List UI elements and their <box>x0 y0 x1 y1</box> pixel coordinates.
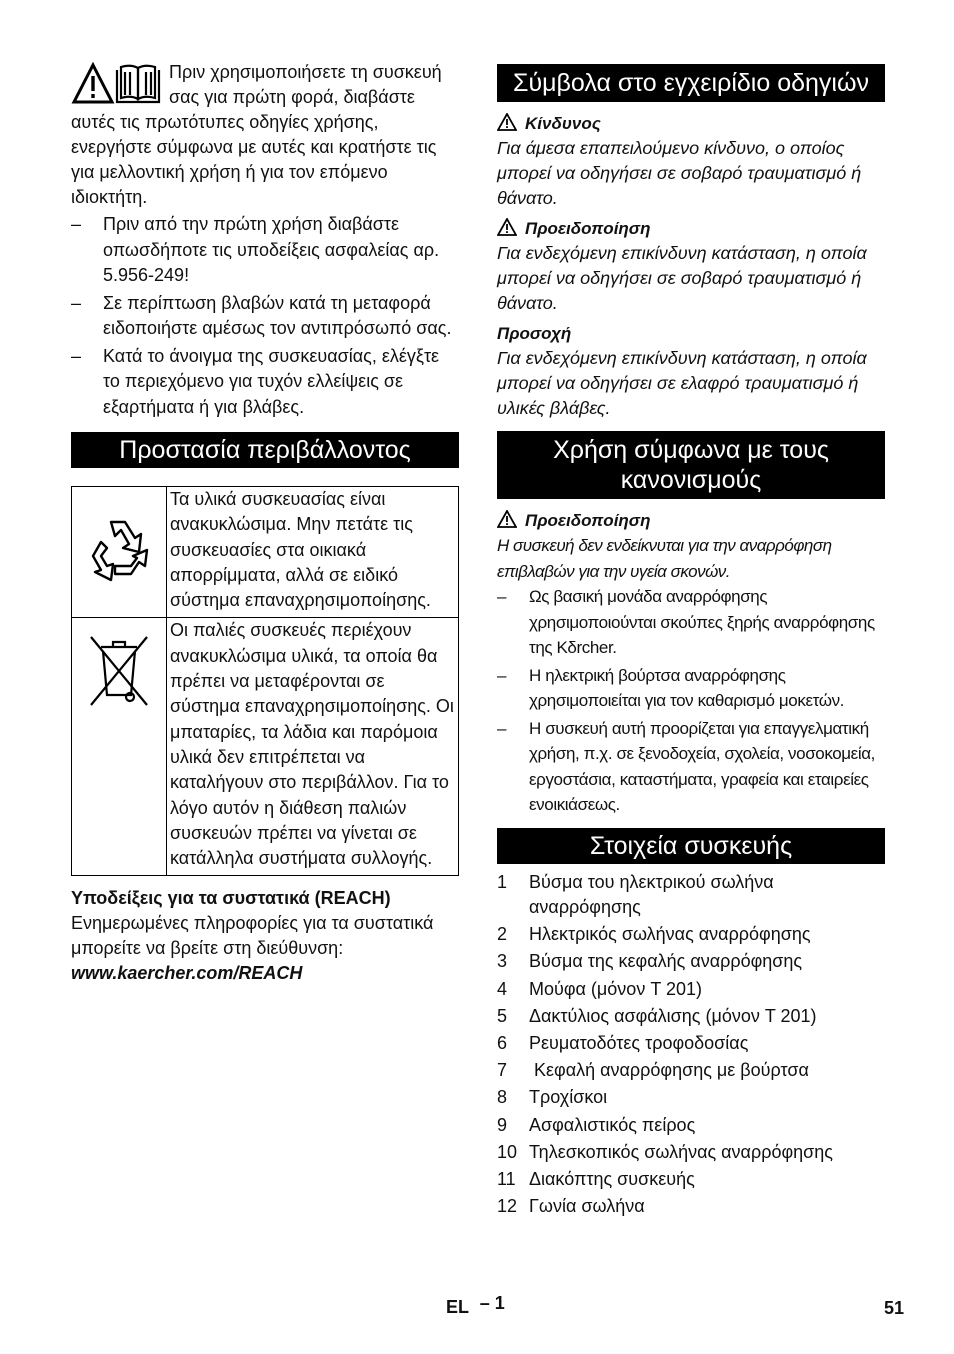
footer-section-number: – 1 <box>479 1293 505 1313</box>
use-warning-text: Η συσκευή δεν ενδείκνυται για την αναρρόφηση επιβλαβών για την υγεία σκονών. <box>497 536 832 581</box>
caution-title: Προσοχή <box>497 324 572 343</box>
danger-text: Για άμεσα επαπειλούμενο κίνδυνο, ο οποίος μπορεί να οδηγήσει σε σοβαρό τραυματισμό ή θάνατο. <box>497 138 862 208</box>
manual-book-icon <box>117 66 159 102</box>
danger-label <box>497 112 885 136</box>
parts-list <box>497 870 885 1220</box>
danger-title: Κίνδυνος <box>525 114 601 133</box>
intro-icons <box>71 62 163 108</box>
table-row <box>72 487 459 618</box>
intro-paragraph <box>71 60 459 210</box>
list-item: – Κατά το άνοιγμα της συσκευασίας, ελέγξτε το περιεχόμενο για τυχόν ελλείψεις σε εξαρτήματα ή για βλάβες. <box>71 344 459 421</box>
page-number: 51 <box>884 1298 905 1318</box>
use-heading: Χρήση σύμφωνα με τους κανονισμούς <box>497 431 885 499</box>
use-warning-label <box>497 509 885 533</box>
crossed-out-bin-icon <box>83 629 155 713</box>
list-item: 8 Τροχίσκοι <box>497 1087 608 1108</box>
list-item: 9 Ασφαλιστικός πείρος <box>497 1114 696 1135</box>
list-item: 10 Τηλεσκοπικός σωλήνας αναρρόφησης <box>497 1141 833 1162</box>
warning-text: Για ενδεχόμενη επικίνδυνη κατάσταση, η οποία μπορεί να οδηγήσει σε σοβαρό τραυματισμό ή θάνατο. <box>497 243 867 313</box>
reach-title: Υποδείξεις για τα συστατικά (REACH) <box>71 888 391 909</box>
warning-triangle-icon <box>74 65 112 102</box>
env-text-cell: Οι παλιές συσκευές περιέχουν ανακυκλώσιμα υλικά, τα οποία θα πρέπει να μεταφέρονται σε σύστημα επαναχρησιμοποίησης. Οι μπαταρίες, τα λάδια και παρόμοια υλικά δεν επιτρέπεται να καταλήγουν στο περιβάλλον. Για το λόγο αυτόν η διάθεση παλιών συσκευών πρέπει να γίνεται σε κατάλληλα συστήματα συλλογής. <box>167 618 459 876</box>
env-icon-cell <box>72 487 167 618</box>
list-item: – Η ηλεκτρική βούρτσα αναρρόφησης χρησιμοποιείται για τον καθαρισμό μοκετών. <box>497 663 885 714</box>
warning-title: Προειδοποίηση <box>525 219 651 238</box>
list-item: – Η συσκευή αυτή προορίζεται για επαγγελματική χρήση, π.χ. σε ξενοδοχεία, σχολεία, νοσοκομεία, εργοστάσια, καταστήματα, γραφεία και εταιρείες ενοικιάσεως. <box>497 716 885 818</box>
env-table <box>71 486 459 876</box>
parts-heading: Στοιχεία συσκευής <box>497 828 885 864</box>
footer-section <box>446 1293 505 1318</box>
footer-lang: EL <box>446 1297 469 1317</box>
env-text-cell: Τα υλικά συσκευασίας είναι ανακυκλώσιμα. Μην πετάτε τις συσκευασίες στα οικιακά απορρίμματα, αλλά σε ειδικό σύστημα επαναχρησιμοποίησης. <box>167 487 459 618</box>
symbols-heading: Σύμβολα στο εγχειρίδιο οδηγιών <box>497 64 885 102</box>
use-warning-title: Προειδοποίηση <box>525 511 651 530</box>
warning-triangle-icon <box>497 510 517 528</box>
list-item: 2 Ηλεκτρικός σωλήνας αναρρόφησης <box>497 924 811 945</box>
list-item: – Ως βασική μονάδα αναρρόφησης χρησιμοποιούνται σκούπες ξηρής αναρρόφησης της Kδrcher. <box>497 584 885 661</box>
reach-link[interactable]: www.kaercher.com/REACH <box>71 963 303 984</box>
list-item: – Πριν από την πρώτη χρήση διαβάστε οπωσδήποτε τις υποδείξεις ασφαλείας αρ. 5.956-249! <box>71 212 459 289</box>
list-item: 11 Διακόπτης συσκευής <box>497 1168 695 1189</box>
list-item: 1 Βύσμα του ηλεκτρικού σωλήνα αναρρόφησης <box>497 871 774 917</box>
right-column <box>497 64 885 1221</box>
recycling-icon <box>79 508 159 594</box>
list-item: 5 Δακτύλιος ασφάλισης (μόνον T 201) <box>497 1005 817 1026</box>
reach-text: Ενημερωμένες πληροφορίες για τα συστατικά μπορείτε να βρείτε στη διεύθυνση: <box>71 913 434 959</box>
warning-triangle-icon <box>497 218 517 236</box>
list-item: 4 Μούφα (μόνον T 201) <box>497 978 703 999</box>
list-item: 12 Γωνία σωλήνα <box>497 1196 645 1217</box>
left-column <box>71 60 459 986</box>
safety-bullet-list <box>71 212 459 420</box>
list-item: 7 Κεφαλή αναρρόφησης με βούρτσα <box>497 1060 809 1081</box>
env-icon-cell <box>72 618 167 876</box>
caution-text: Για ενδεχόμενη επικίνδυνη κατάσταση, η οποία μπορεί να οδηγήσει σε ελαφρό τραυματισμό ή υλικές βλάβες. <box>497 348 867 418</box>
use-bullet-list <box>497 584 885 818</box>
intro-text: Πριν χρησιμοποιήσετε τη συσκευή σας για πρώτη φορά, διαβάστε αυτές τις πρωτότυπες οδηγίες χρήσης, ενεργήστε σύμφωνα με αυτές και κρατήστε τις για μελλοντική χρήση ή για τον επόμενο ιδιοκτήτη. <box>71 62 442 207</box>
warning-label <box>497 217 885 241</box>
env-heading: Προστασία περιβάλλοντος <box>71 432 459 468</box>
list-item: 3 Βύσμα της κεφαλής αναρρόφησης <box>497 951 803 972</box>
list-item: – Σε περίπτωση βλαβών κατά τη μεταφορά ειδοποιήστε αμέσως τον αντιπρόσωπό σας. <box>71 291 459 342</box>
list-item: 6 Ρευματοδότες τροφοδοσίας <box>497 1032 749 1053</box>
table-row <box>72 618 459 876</box>
warning-triangle-icon <box>497 113 517 131</box>
